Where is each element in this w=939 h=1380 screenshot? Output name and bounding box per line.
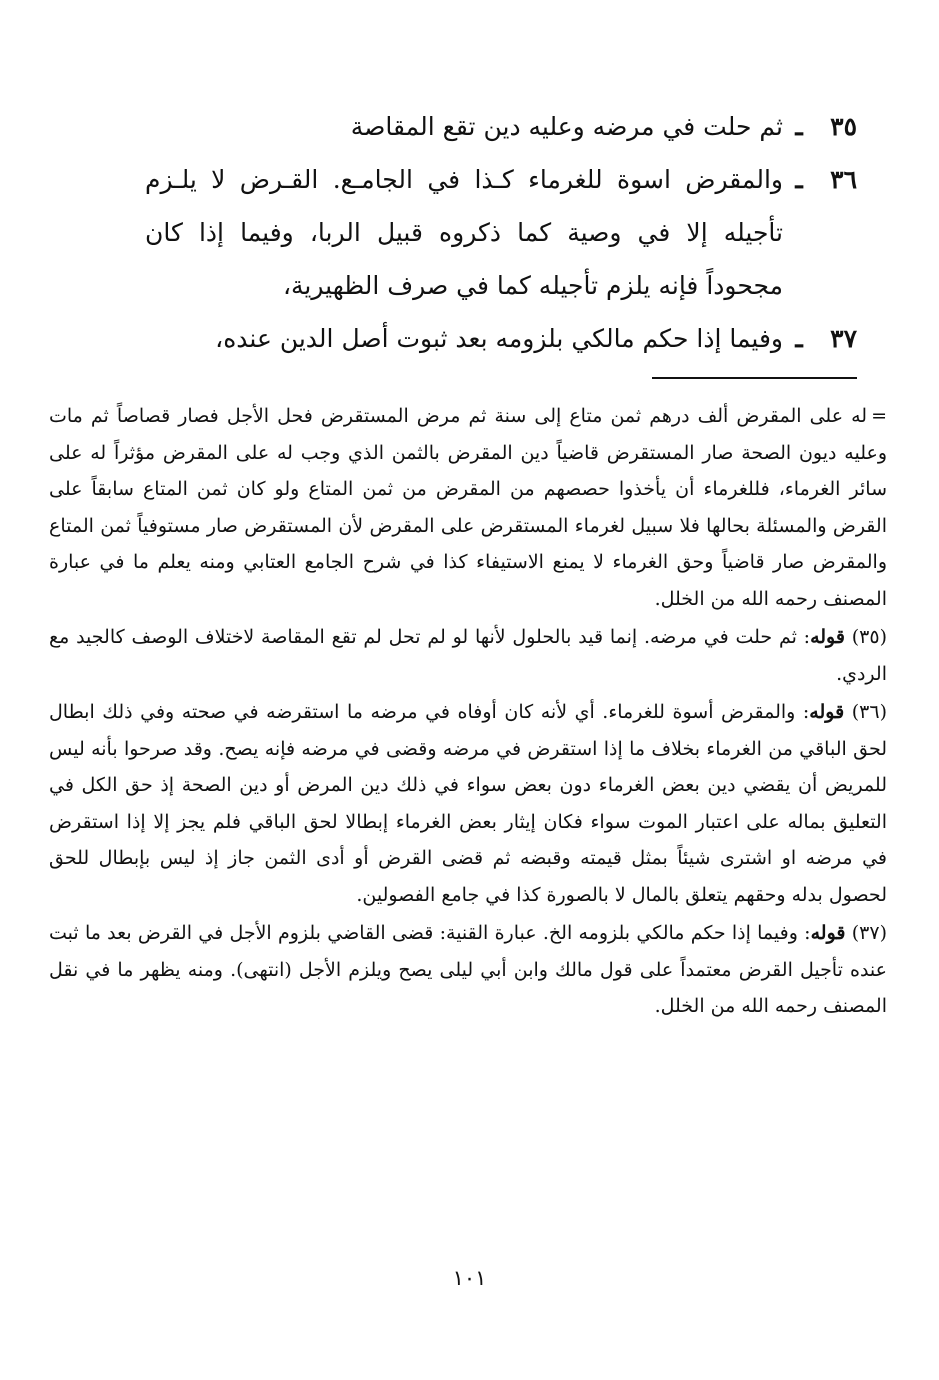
footnote-label: قوله (810, 626, 845, 648)
main-text-block (145, 100, 857, 365)
footnote-37 (49, 915, 887, 1025)
footnotes-block (49, 398, 887, 1027)
footnote-ref: (٣٥) (851, 626, 887, 648)
footnote-35 (49, 619, 887, 692)
item-number: ٣٧ (830, 324, 857, 353)
item-text: ثم حلت في مرضه وعليه دين تقع المقاصة (350, 112, 783, 141)
footnote-text: : والمقرض أسوة للغرماء. أي لأنه كان أوفاه في مرضه ما استقرضه في صحته وفي ذلك ابطال لحق الباقي من الغرماء بخلاف ما إذا استقرض في مرضه وقضى في مرضه فإنه يصح. وقد صرحوا بأنه ليس للمريض أن يقضي دين بعض الغرماء دون بعض سواء في ذلك دين المرض أو دين الصحة إذ حق الكل في التعليق بماله على اعتبار الموت سواء فكان إيثار بعض الغرماء إبطالا لحق الباقي فلم يجز إلا إذا استقرض في مرضه او اشترى شيئاً بمثل قيمته وقبضه ثم قضى القرض أو أدى الثمن جاز إذ ليس بإبطال للحق لحصول بدله وحقهم يتعلق بالمال لا بالصورة كذا في جامع الفصولين. (49, 701, 887, 906)
item-text: والمقرض اسوة للغرماء كـذا في الجامـع. القـرض لا يلـزم تأجيله إلا في وصية كما ذكروه قبيل الربا، وفيما إذا كان مجحوداً فإنه يلزم تأجيله كما في صرف الظهيرية، (145, 165, 783, 300)
footnote-label: قوله (810, 922, 846, 944)
footnote-label: قوله (809, 701, 845, 723)
footnote-text: : وفيما إذا حكم مالكي بلزومه الخ. عبارة القنية: قضى القاضي بلزوم الأجل في القرض بعد ما ثبت عنده تأجيل القرض معتمداً على قول مالك وابن أبي ليلى يصح ويلزم الأجل (انتهى). ومنه يظهر ما في نقل المصنف رحمه الله من الخلل. (49, 922, 887, 1017)
footnote-divider (652, 377, 857, 379)
item-dash: ـ (795, 112, 803, 141)
footnote-ref: (٣٧) (851, 922, 888, 944)
continuation-mark: = (871, 405, 887, 427)
main-item-36 (145, 153, 857, 312)
main-item-35 (145, 100, 857, 153)
main-item-37 (145, 312, 857, 365)
footnote-36 (49, 694, 887, 913)
item-number: ٣٥ (830, 112, 857, 141)
item-dash: ـ (795, 165, 803, 194)
item-text: وفيما إذا حكم مالكي بلزومه بعد ثبوت أصل الدين عنده، (215, 324, 783, 353)
footnote-ref: (٣٦) (851, 701, 887, 723)
item-number: ٣٦ (830, 165, 857, 194)
footnote-text: : ثم حلت في مرضه. إنما قيد بالحلول لأنها لو لم تحل لم تقع المقاصة لاختلاف الوصف كالجيد مع الردي. (49, 626, 887, 685)
page-number: ١٠١ (452, 1266, 487, 1290)
footnote-continuation (49, 398, 887, 617)
continuation-text: له على المقرض ألف درهم ثمن متاع إلى سنة ثم مرض المستقرض فحل الأجل فصار قصاصاً ثم مات وعليه ديون الصحة صار المستقرض قاضياً دين المقرض بالثمن الذي وجب له على المقرض مؤثراً له على سائر الغرماء، فللغرماء أن يأخذوا حصصهم من المقرض من ثمن المتاع ولو كان ثمن المتاع سابقاً على القرض والمسئلة بحالها فلا سبيل لغرماء المستقرض على المقرض لأن المستقرض صار مستوفياً ثمن المتاع والمقرض صار قاضياً وحق الغرماء لا يمنع الاستيفاء كذا في شرح الجامع العتابي ومنه يعلم ما في عبارة المصنف رحمه الله من الخلل. (49, 405, 887, 610)
item-dash: ـ (795, 324, 803, 353)
